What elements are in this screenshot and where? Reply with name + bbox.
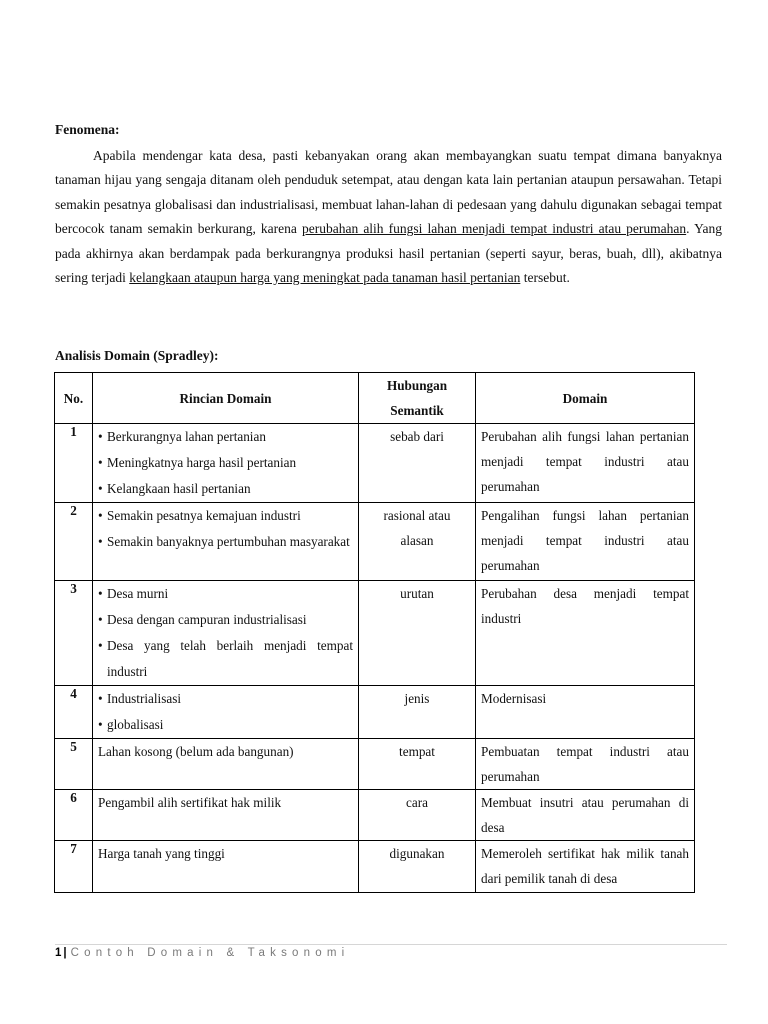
relation-cell: jenis (359, 686, 476, 739)
paragraph-text: . Yang pada akhirnya akan berdampak pada berkurangnya produksi hasil pertanian (seperti sayur, beras, buah, dll), akibatnya sering terjadi (55, 221, 722, 286)
relation-cell: cara (359, 790, 476, 841)
underlined-phrase: perubahan alih fungsi lahan menjadi tempat industri atau perumahan (302, 221, 687, 237)
domain-cell: Membuat insutri atau perumahan di desa (476, 790, 695, 841)
rincian-cell: Lahan kosong (belum ada bangunan) (93, 739, 359, 790)
list-item: • Semakin banyaknya pertumbuhan masyarakat (98, 529, 353, 555)
rincian-cell (93, 503, 359, 581)
domain-cell: Modernisasi (476, 686, 695, 739)
list-item: • globalisasi (98, 712, 353, 738)
relation-cell: digunakan (359, 841, 476, 893)
header-rincian: Rincian Domain (93, 373, 359, 424)
bullet-icon: • (98, 508, 103, 523)
relation-cell: rasional atau alasan (359, 503, 476, 581)
bullet-icon: • (98, 586, 103, 601)
header-hubungan-line1: Hubungan (386, 378, 448, 393)
row-number: 5 (55, 739, 93, 790)
paragraph-text: tersebut. (520, 270, 570, 286)
list-item: • Industrialisasi (98, 686, 353, 712)
page-number: 1 (55, 947, 62, 959)
table-row (55, 841, 695, 893)
table-header-row (55, 373, 695, 424)
relation-cell: urutan (359, 581, 476, 686)
page-footer (55, 947, 349, 959)
list-item: • Kelangkaan hasil pertanian (98, 476, 353, 502)
table-row (55, 424, 695, 503)
list-item: • Berkurangnya lahan pertanian (98, 424, 353, 450)
row-number: 7 (55, 841, 93, 893)
list-item: • Desa yang telah berlaih menjadi tempat industri (98, 633, 353, 685)
header-no: No. (55, 373, 93, 424)
rincian-cell (93, 424, 359, 503)
rincian-cell (93, 581, 359, 686)
analisis-heading: Analisis Domain (Spradley): (55, 348, 219, 363)
table-row (55, 739, 695, 790)
footer-divider (55, 944, 727, 945)
relation-cell: tempat (359, 739, 476, 790)
bullet-icon: • (98, 481, 103, 496)
table-row (55, 503, 695, 581)
underlined-phrase: kelangkaan ataupun harga yang meningkat pada tanaman hasil pertanian (129, 270, 521, 286)
list-item: • Desa dengan campuran industrialisasi (98, 607, 353, 633)
domain-cell: Perubahan alih fungsi lahan pertanian menjadi tempat industri atau perumahan (476, 424, 695, 503)
domain-cell: Pembuatan tempat industri atau perumahan (476, 739, 695, 790)
domain-cell: Pengalihan fungsi lahan pertanian menjadi tempat industri atau perumahan (476, 503, 695, 581)
table-row (55, 581, 695, 686)
bullet-icon: • (98, 429, 103, 444)
row-number: 3 (55, 581, 93, 686)
table-row (55, 790, 695, 841)
paragraph-text: Apabila mendengar kata desa, pasti kebanyakan orang akan membayangkan suatu tempat dimana banyaknya tanaman hijau yang sengaja ditanam oleh penduduk setempat, atau dengan kata lain pertanian ataupun persawahan. Tetapi semakin pesatnya globalisasi dan industrialisasi, membuat lahan-lahan di pedesaan yang dahulu digunakan sebagai tempat bercocok tanam semakin berkurang, karena (55, 148, 722, 237)
header-hubungan-line2: Semantik (390, 403, 444, 418)
domain-cell: Perubahan desa menjadi tempat industri (476, 581, 695, 686)
list-item: • Desa murni (98, 581, 353, 607)
footer-separator: | (63, 947, 67, 959)
header-domain: Domain (476, 373, 695, 424)
row-number: 2 (55, 503, 93, 581)
bullet-icon: • (98, 534, 103, 549)
list-item: • Meningkatnya harga hasil pertanian (98, 450, 353, 476)
rincian-cell: Pengambil alih sertifikat hak milik (93, 790, 359, 841)
rincian-cell: Harga tanah yang tinggi (93, 841, 359, 893)
bullet-icon: • (98, 691, 103, 706)
list-item: • Semakin pesatnya kemajuan industri (98, 503, 353, 529)
table-row (55, 686, 695, 739)
rincian-cell (93, 686, 359, 739)
fenomena-heading: Fenomena: (55, 122, 120, 137)
bullet-icon: • (98, 455, 103, 470)
bullet-icon: • (98, 612, 103, 627)
row-number: 4 (55, 686, 93, 739)
footer-title: Contoh Domain & Taksonomi (70, 947, 350, 959)
fenomena-paragraph (55, 144, 722, 290)
relation-cell: sebab dari (359, 424, 476, 503)
bullet-icon: • (98, 638, 103, 653)
domain-analysis-table (54, 372, 695, 893)
header-hubungan (359, 373, 476, 424)
row-number: 6 (55, 790, 93, 841)
bullet-icon: • (98, 717, 103, 732)
domain-cell: Memeroleh sertifikat hak milik tanah dari pemilik tanah di desa (476, 841, 695, 893)
row-number: 1 (55, 424, 93, 503)
